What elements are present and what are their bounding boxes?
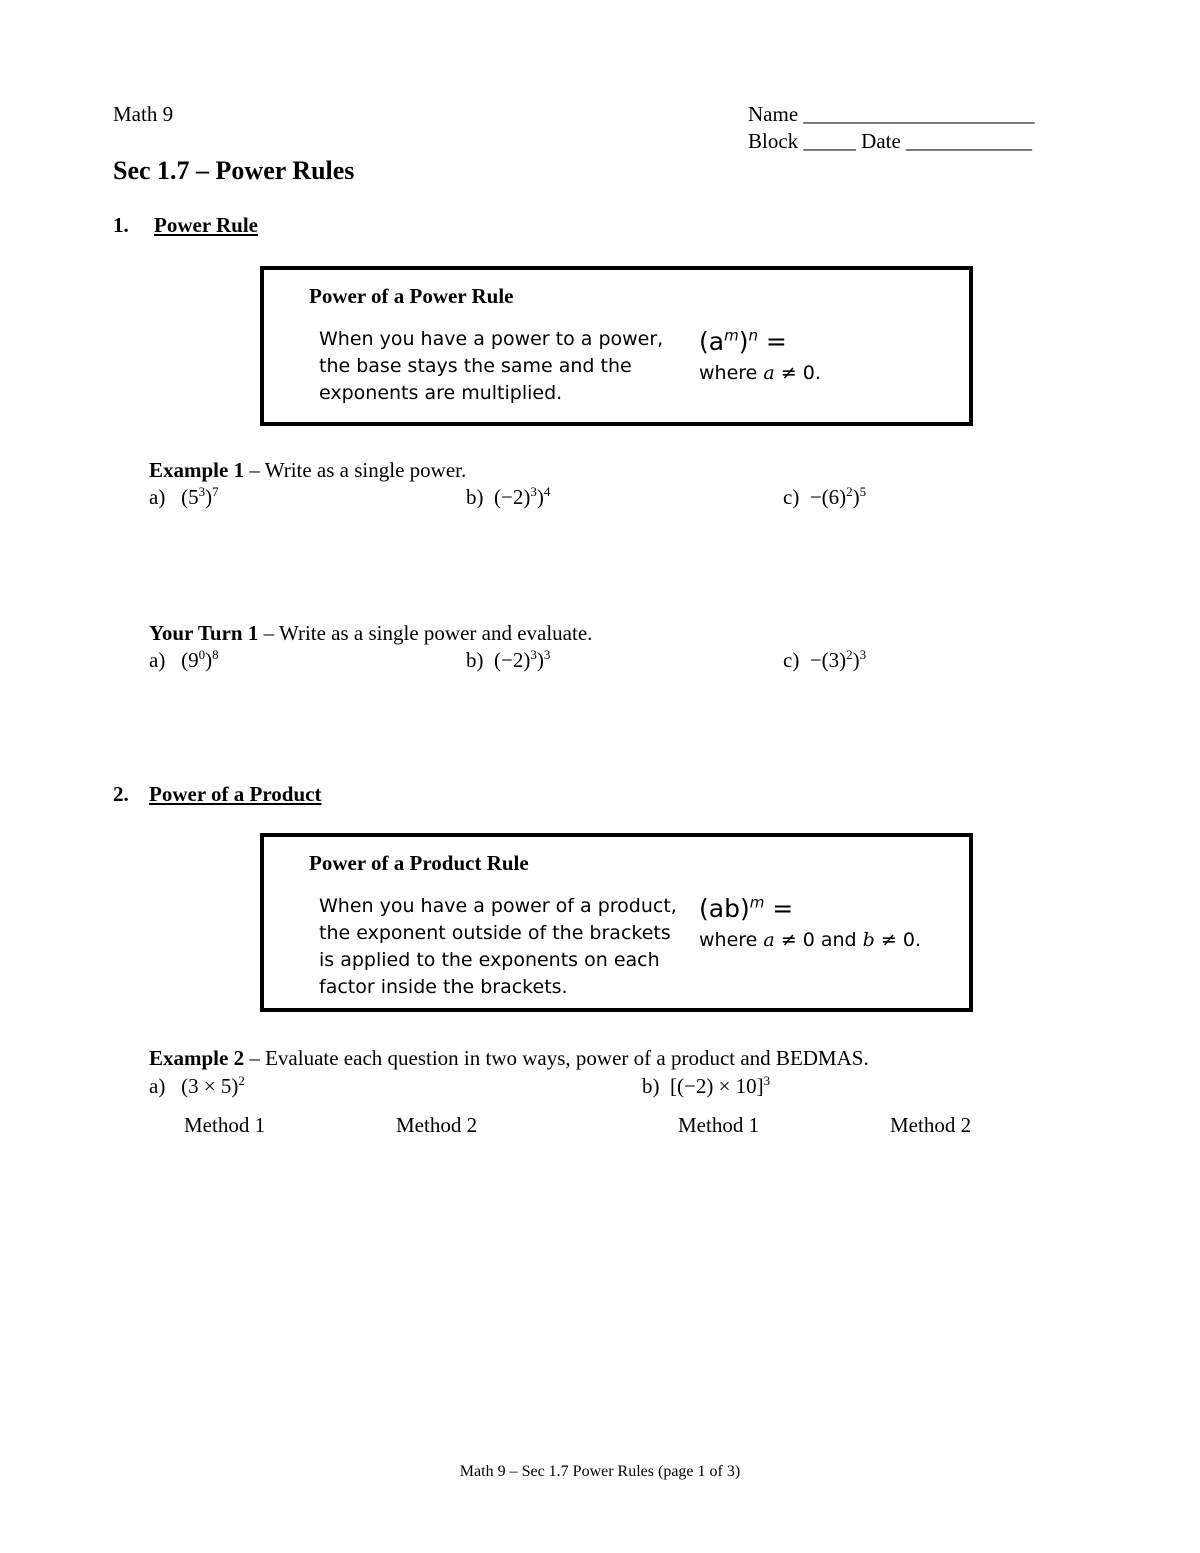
page-title: Sec 1.7 – Power Rules (113, 156, 355, 185)
rule-description (319, 326, 663, 407)
rule-description-line: When you have a power to a power, (319, 328, 664, 350)
section2-heading: Power of a Product (149, 782, 322, 806)
rule-title: Power of a Product Rule (309, 851, 529, 875)
block-date-line: Block _____ Date ____________ (748, 129, 1033, 153)
name-line: Name ______________________ (748, 102, 1035, 126)
rule-description-line: the exponent outside of the brackets (319, 922, 671, 944)
rule-condition: where a ≠ 0. (699, 362, 821, 384)
example2-b: b) $[(-2) \times 10]^3$ (642, 1073, 771, 1098)
section1-heading: Power Rule (154, 213, 259, 237)
rule-description-line: is applied to the exponents on each (319, 949, 660, 971)
rule-formula: (ab)$^m$ = (699, 893, 794, 923)
example1-heading: Example 1 – Write as a single power. (149, 458, 467, 482)
example1-a: a) $(5^3)^7$ (149, 484, 219, 509)
section1-number: 1. (113, 213, 129, 237)
method-label: Method 2 (396, 1113, 478, 1137)
rule-description (319, 893, 677, 1001)
power-of-power-rule-box (260, 266, 973, 426)
method-label: Method 1 (184, 1113, 266, 1137)
yourturn1-heading: Your Turn 1 – Write as a single power and evaluate. (149, 621, 593, 645)
method-label: Method 2 (890, 1113, 972, 1137)
example2-heading: Example 2 – Evaluate each question in two ways, power of a product and BEDMAS. (149, 1046, 869, 1070)
section2-number: 2. (113, 782, 129, 806)
example2-a: a) $(3 \times 5)^2$ (149, 1073, 245, 1098)
power-of-product-rule-box (260, 833, 973, 1012)
page-footer: Math 9 – Sec 1.7 Power Rules (page 1 of 3) (459, 1463, 741, 1480)
example1-c: $c) -(6)^2)^5$ (783, 484, 867, 509)
rule-description-line: When you have a power of a product, (319, 895, 677, 917)
yourturn1-b: b) $(-2)^3)^3$ (466, 647, 551, 672)
rule-formula: $(a^m)^n$ = (699, 326, 787, 356)
method-label: Method 1 (678, 1113, 760, 1137)
example1-b: b) $(-2)^3)^4$ (466, 484, 551, 509)
rule-title: Power of a Power Rule (309, 284, 514, 308)
yourturn1-c: $c) -(3)^2)^3$ (783, 647, 867, 672)
rule-description-line: exponents are multiplied. (319, 382, 563, 404)
course-label: Math 9 (113, 102, 174, 126)
rule-condition: where a ≠ 0 and b ≠ 0. (699, 929, 921, 951)
yourturn1-a: a) $(9^0)^8$ (149, 647, 219, 672)
rule-description-line: the base stays the same and the (319, 355, 632, 377)
rule-description-line: factor inside the brackets. (319, 976, 568, 998)
